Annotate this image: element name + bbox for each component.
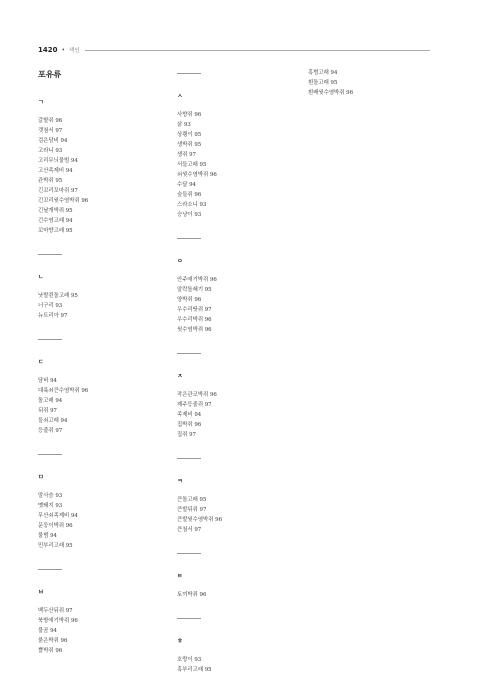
page-number: 1420 <box>38 46 58 54</box>
index-entry: 큰발윗수염박쥐 96 <box>177 517 223 523</box>
index-section <box>177 353 297 458</box>
section-heading: ㅁ <box>38 474 44 481</box>
header-rule <box>85 50 430 51</box>
index-entry: 혹부리고래 95 <box>177 667 212 673</box>
index-entry: 쁠박쥐 96 <box>38 648 63 654</box>
index-entry: 흰돌고래 95 <box>308 80 338 86</box>
section-heading: ㅋ <box>177 478 183 485</box>
index-title: 포유류 <box>38 70 62 79</box>
index-entry: 사향쥐 96 <box>177 112 202 118</box>
index-entry: 서들고래 95 <box>177 162 207 168</box>
index-entry: 민부리고래 95 <box>38 543 73 549</box>
index-column-2 <box>177 73 297 693</box>
section-heading: ㅈ <box>177 373 183 380</box>
section-heading: ㅎ <box>177 638 183 645</box>
page-header <box>38 44 430 56</box>
section-heading: ㅂ <box>38 589 44 596</box>
index-entry: 고리무늬물범 94 <box>38 158 78 164</box>
index-entry: 담비 94 <box>38 378 57 384</box>
index-entry: 붉은박쥐 96 <box>38 638 68 644</box>
index-entry: 큰첨서 97 <box>177 527 202 533</box>
index-section <box>177 238 297 353</box>
index-entry: 꼬마향고래 95 <box>38 228 73 234</box>
index-section <box>177 553 297 618</box>
index-entry: 작은관코박쥐 96 <box>177 392 217 398</box>
index-entry: 말사슴 93 <box>38 493 63 499</box>
index-entry: 뒤쥐 97 <box>38 408 57 414</box>
index-column-3 <box>308 68 428 116</box>
index-entry: 불곰 94 <box>38 628 57 634</box>
index-entry: 긴수염고래 94 <box>38 218 73 224</box>
index-entry: 낫발쥔돌고래 95 <box>38 293 78 299</box>
index-entry: 흰배윗수염박쥐 96 <box>308 90 354 96</box>
index-entry: 상쾡이 95 <box>177 132 202 138</box>
index-section <box>38 254 168 339</box>
index-entry: 무산쇠족제비 94 <box>38 513 78 519</box>
index-entry: 갈밭쥐 96 <box>38 118 63 124</box>
index-entry: 삵 93 <box>177 122 191 128</box>
index-entry: 생박쥐 95 <box>177 142 202 148</box>
index-entry: 호랑이 93 <box>177 657 202 663</box>
header-separator: • <box>61 46 66 54</box>
index-entry: 혹범고래 94 <box>308 70 338 76</box>
index-entry: 백두산뒤쥐 97 <box>38 608 73 614</box>
section-heading: ㄴ <box>38 274 44 281</box>
index-section <box>177 73 297 238</box>
index-section <box>177 618 297 693</box>
index-entry: 뉴트리아 97 <box>38 313 68 319</box>
index-entry: 긴꼬리꼬마쥐 97 <box>38 188 78 194</box>
index-entry: 너구리 93 <box>38 303 63 309</box>
index-entry: 승냥이 93 <box>177 212 202 218</box>
index-section <box>38 454 168 569</box>
index-section <box>38 98 168 254</box>
index-entry: 문둥이박쥐 96 <box>38 523 73 529</box>
index-entry: 멧돼지 93 <box>38 503 63 509</box>
index-entry: 긴날개박쥐 95 <box>38 208 73 214</box>
index-entry: 제주등줄쥐 97 <box>177 402 212 408</box>
section-heading: ㅅ <box>177 93 183 100</box>
index-entry: 토끼박쥐 96 <box>177 592 207 598</box>
index-entry: 집쥐 97 <box>177 432 196 438</box>
running-title: 색인 <box>69 48 80 54</box>
index-entry: 알락돌쇄기 95 <box>177 287 212 293</box>
index-entry: 물범 94 <box>38 533 57 539</box>
index-entry: 갯첨서 97 <box>38 128 63 134</box>
index-entry: 긴꼬리윗수염박쥐 96 <box>38 198 89 204</box>
index-entry: 양박쥐 96 <box>177 297 202 303</box>
index-entry: 숲들쥐 96 <box>177 192 202 198</box>
index-entry: 집박쥐 96 <box>177 422 202 428</box>
index-entry: 생쥐 97 <box>177 152 196 158</box>
index-entry: 스라소니 93 <box>177 202 207 208</box>
section-heading: ㄷ <box>38 359 44 366</box>
index-entry: 관박쥐 95 <box>38 178 63 184</box>
index-entry: 고산족제비 94 <box>38 168 73 174</box>
index-entry: 등줄쥐 97 <box>38 428 63 434</box>
index-entry: 수달 94 <box>177 182 196 188</box>
index-entry: 우수리박쥐 96 <box>177 317 212 323</box>
index-entry: 우수리땃쥐 97 <box>177 307 212 313</box>
index-section <box>38 569 168 674</box>
section-heading: ㅇ <box>177 258 183 265</box>
index-entry: 돌고래 94 <box>38 398 63 404</box>
index-entry: 북방애기박쥐 96 <box>38 618 78 624</box>
index-entry: 안주애기박쥐 96 <box>177 277 217 283</box>
section-heading: ㄱ <box>38 99 44 106</box>
section-heading: ㅌ <box>177 573 183 580</box>
index-column-1 <box>38 98 168 674</box>
index-section <box>177 458 297 553</box>
index-entry: 검은담비 94 <box>38 138 68 144</box>
index-section <box>38 339 168 454</box>
index-section <box>308 68 428 116</box>
index-entry: 대륙쇠큰수염박쥐 96 <box>38 388 89 394</box>
index-entry: 큰발뒤쥐 97 <box>177 507 207 513</box>
index-entry: 들쇠고래 94 <box>38 418 68 424</box>
index-entry: 큰돌고래 95 <box>177 497 207 503</box>
index-entry: 고라니 93 <box>38 148 63 154</box>
index-entry: 윗수염박쥐 96 <box>177 327 212 333</box>
index-entry: 족제비 94 <box>177 412 202 418</box>
index-entry: 쇠윗수염박쥐 96 <box>177 172 217 178</box>
